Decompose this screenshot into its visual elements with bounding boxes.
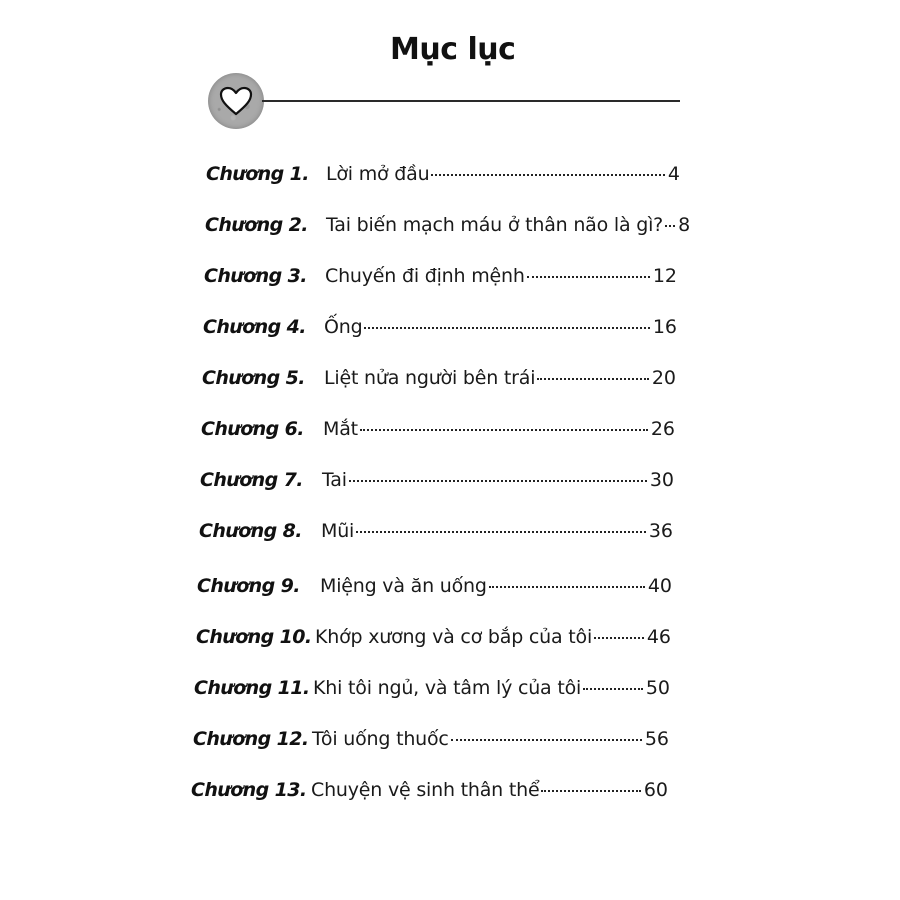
toc-entry[interactable] xyxy=(191,779,668,809)
chapter-label: Chương 13. xyxy=(191,779,307,801)
dot-leader xyxy=(583,688,643,690)
toc-entry[interactable] xyxy=(196,626,671,656)
dot-leader xyxy=(356,531,646,533)
chapter-title: Lời mở đầu xyxy=(326,163,430,185)
toc-entry[interactable] xyxy=(202,367,676,397)
dot-leader xyxy=(364,327,649,329)
toc-entry[interactable] xyxy=(193,728,669,758)
dot-leader xyxy=(541,790,640,792)
chapter-label: Chương 12. xyxy=(193,728,309,750)
toc-entry[interactable] xyxy=(194,677,670,707)
dot-leader xyxy=(665,225,675,227)
chapter-label: Chương 4. xyxy=(203,316,306,338)
chapter-label: Chương 8. xyxy=(199,520,302,542)
chapter-title: Tai xyxy=(322,469,347,491)
chapter-label: Chương 7. xyxy=(200,469,303,491)
chapter-label: Chương 11. xyxy=(194,677,310,699)
chapter-title: Miệng và ăn uống xyxy=(320,575,487,597)
chapter-title: Ống xyxy=(324,316,363,338)
dot-leader xyxy=(451,739,642,741)
page-number: 20 xyxy=(651,367,676,389)
page-number: 26 xyxy=(650,418,675,440)
page-number: 12 xyxy=(652,265,677,287)
dot-leader xyxy=(360,429,648,431)
toc-entry[interactable] xyxy=(199,520,673,550)
page-number: 30 xyxy=(649,469,674,491)
chapter-title: Mũi xyxy=(321,520,355,542)
dot-leader xyxy=(594,637,644,639)
chapter-title: Khớp xương và cơ bắp của tôi xyxy=(315,626,593,648)
page-number: 8 xyxy=(678,214,691,236)
chapter-label: Chương 2. xyxy=(205,214,308,236)
dot-leader xyxy=(489,586,645,588)
dot-leader xyxy=(537,378,649,380)
page-number: 56 xyxy=(644,728,669,750)
page-number: 36 xyxy=(648,520,673,542)
dot-leader xyxy=(527,276,650,278)
chapter-title: Liệt nửa người bên trái xyxy=(324,367,536,389)
chapter-title: Chuyến đi định mệnh xyxy=(325,265,525,287)
chapter-label: Chương 5. xyxy=(202,367,305,389)
chapter-title: Tôi uống thuốc xyxy=(312,728,449,750)
page-title: Mục lục xyxy=(390,32,516,67)
dot-leader xyxy=(349,480,647,482)
page-number: 40 xyxy=(647,575,672,597)
chapter-title: Khi tôi ngủ, và tâm lý của tôi xyxy=(313,677,582,699)
chapter-label: Chương 9. xyxy=(197,575,300,597)
page-number: 16 xyxy=(652,316,677,338)
toc-entry[interactable] xyxy=(200,469,674,499)
chapter-title: Chuyện vệ sinh thân thể xyxy=(311,779,540,801)
toc-entry[interactable] xyxy=(197,575,672,605)
page-number: 60 xyxy=(643,779,668,801)
toc-entry[interactable] xyxy=(205,214,691,244)
toc-entry[interactable] xyxy=(203,316,677,346)
page-number: 46 xyxy=(646,626,671,648)
chapter-label: Chương 3. xyxy=(204,265,307,287)
toc-entry[interactable] xyxy=(204,265,677,295)
chapter-label: Chương 10. xyxy=(196,626,312,648)
chapter-label: Chương 1. xyxy=(206,163,309,185)
dot-leader xyxy=(431,174,664,176)
toc-entry[interactable] xyxy=(206,163,680,193)
page-number: 50 xyxy=(645,677,670,699)
chapter-label: Chương 6. xyxy=(201,418,304,440)
chapter-title: Mắt xyxy=(323,418,358,440)
toc-entry[interactable] xyxy=(201,418,675,448)
page-number: 4 xyxy=(667,163,680,185)
chapter-title: Tai biến mạch máu ở thân não là gì? xyxy=(326,214,664,236)
